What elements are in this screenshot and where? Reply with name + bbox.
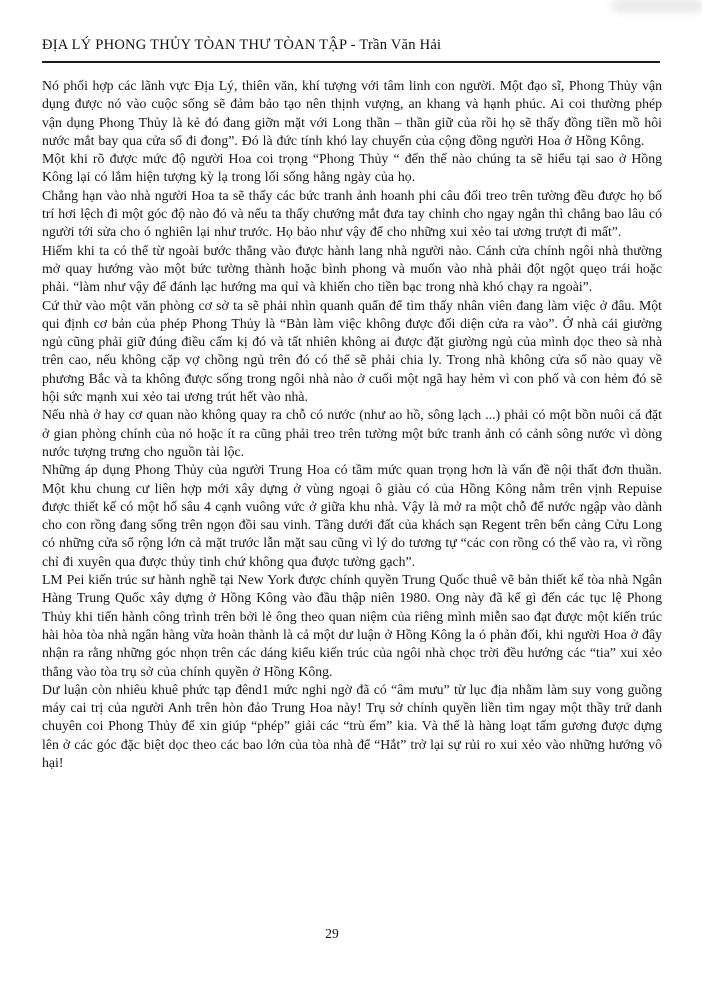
page-footer [0, 926, 702, 942]
page-number: 29 [325, 926, 339, 941]
paragraph: Nếu nhà ở hay cơ quan nào không quay ra chỗ có nước (như ao hồ, sông lạch ...) phải có một bồn nuôi cá đặt ở gian phòng chính của nó hoặc ít ra cũng phải treo trên tường một bức tranh ảnh có cảnh sông nước vì dòng nước tượng trưng cho nguồn tài lộc. [42, 407, 662, 459]
running-header: ĐỊA LÝ PHONG THỦY TÒAN THƯ TÒAN TẬP - Trần Văn Hải [42, 37, 442, 53]
paragraph: Hiếm khi ta có thể từ ngoài bước thẳng vào được hành lang nhà người nào. Cánh cửa chính ngôi nhà thường mở quay hướng vào một bức tường thành hoặc bình phong và muốn vào nhà phải đột ngột quẹo trái hoặc phải. “làm như vậy để đánh lạc hướng ma quỉ và khiến cho tiền bạc trong nhà khó chạy ra ngoài”. [42, 242, 662, 295]
paragraph: Nó phối hợp các lãnh vực Địa Lý, thiên văn, khí tượng với tâm linh con người. Một đạo sĩ, Phong Thủy vận dụng được nó vào cuộc sống sẽ đảm bảo tạo nên thịnh vượng, an khang và hạnh phúc. Ai coi thường phép vận dụng Phong Thủy là kẻ đó đang giỡn mặt với Long thần – thần giữ của rồi họ sẽ thấy đồng tiền mồ hôi nước mắt bay qua cửa sổ đi đong”. Đó là đức tính khó lay chuyển của cộng đồng người Hoa ở Hồng Kông. [42, 78, 662, 148]
paragraph: Những áp dụng Phong Thủy của người Trung Hoa có tầm mức quan trọng hơn là vấn đề nội thất đơn thuần. Một khu chung cư liên hợp mới xây dựng ở vùng ngoại ô giàu có của Hồng Kông nằm trên vịnh Repuise được thiết kế có một hố sâu 4 cạnh vuông vức ở giữa khu nhà. Vậy là mở ra một chỗ để nước ngập vào dành cho con rồng đang sống trên ngọn đồi sau vinh. Tầng dưới đất của khách sạn Regent trên bến cảng Cửu Long có những cửa sổ rộng lớn cả mặt trước lẫn mặt sau cũng vì lý do tương tự “các con rồng có thể vào ra, vì rồng chỉ đi xuyên qua được thủy tinh chứ không qua được tường gạch”. [42, 462, 662, 569]
body-text [42, 77, 662, 772]
scan-artifact [612, 0, 702, 12]
paragraph: Một khi rõ được mức độ người Hoa coi trọng “Phong Thủy “ đến thế nào chúng ta sẽ hiểu tại sao ở Hồng Kông lại có lắm hiện tượng kỳ lạ trong lối sống hằng ngày của họ. [42, 151, 662, 185]
header-rule [42, 61, 660, 63]
paragraph: Chẳng hạn vào nhà người Hoa ta sẽ thấy các bức tranh ảnh hoanh phi câu đối treo trên tường đều được họ bố trí hơi lệch đi một góc độ nào đó và nếu ta thấy chướng mắt đưa tay chỉnh cho ngay ngắn thì chẳng bao lâu có người tới sửa cho ó nghiên lại như trước. Họ bảo như vậy để cho những xui xẻo tai ương trượt đi mất”. [42, 187, 662, 240]
paragraph: LM Pei kiến trúc sư hành nghề tại New York được chính quyền Trung Quốc thuê vẽ bản thiết kế tòa nhà Ngân Hàng Trung Quốc xây dựng ở Hồng Kông vào đầu thập niên 1980. Ong này đã kể gì đến các tục lệ Phong Thủy khi tiến hành công trình trên bởi lẻ ông theo quan niệm của riêng mình miễn sao đạt được một kiến trúc hài hòa tòa nhà ngân hàng vừa hoàn thành là cả một dư luận ở Hồng Kông la ó phản đối, khi người Hoa ở đây nhận ra rằng những góc nhọn trên các dáng kiểu kiến trúc của ngôi nhà chọc trời đều hướng các “tia” xui xẻo thẳng vào tòa trụ sở của chính quyền ở Hồng Kông. [42, 572, 662, 679]
paragraph: Cứ thử vào một văn phòng cơ sở ta sẽ phải nhìn quanh quẩn để tìm thấy nhân viên đang làm việc ở đâu. Một qui định cơ bản của phép Phong Thủy là “Bàn làm việc không được đối diện cửa ra vào”. Ở nhà cái giường ngủ cũng phải giữ đúng điều cấm kị đó và tất nhiên không ai được đặt giường ngủ của mình dọc theo sà nhà trên cao, nếu không cặp vợ chồng ngủ trên đó có thể sẽ phải chia ly. Trong nhà không cửa sổ nào quay về phương Bắc và ta không được sống trong ngôi nhà nào ở cuối một ngã hay hẻm vì con phố và con hẻm đó sẽ hội sức mạnh xui xẻo tai ương trút hết vào nhà. [42, 297, 662, 405]
paragraph: Dư luận còn nhiêu khuê phức tạp đênd1 mức nghi ngờ đã có “âm mưu” từ lục địa nhằm làm suy vong guồng máy cai trị của người Anh trên hòn đảo Trung Hoa này! Trụ sở chính quyền liền tìm ngay một thầy trứ danh chuyên coi Phong Thủy để xin giúp “phép” giải các “trù ếm” kia. Và thế là hàng loạt tấm gương được dựng lên ở các góc đặc biệt dọc theo các bao lớn của tòa nhà để “Hắt” trở lại sự rủi ro xui xẻo vào những hướng vô hại! [42, 681, 662, 770]
